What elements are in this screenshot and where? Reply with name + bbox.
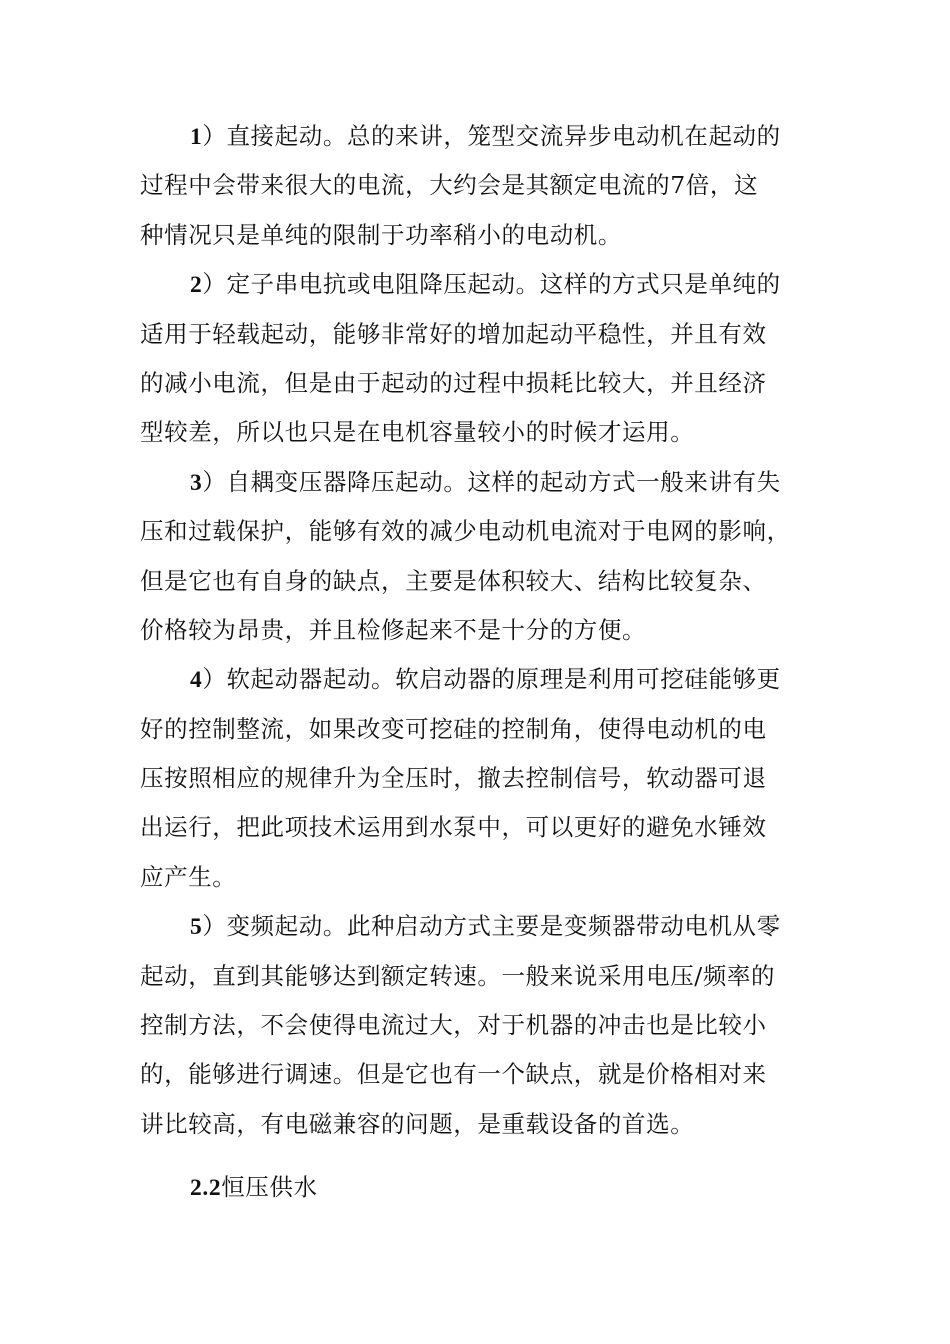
- paragraph-5-vfd-start: [140, 902, 830, 1149]
- paragraph-line: 3）自耦变压器降压起动。这样的起动方式一般来讲有失: [190, 467, 781, 496]
- list-number: 3: [190, 469, 203, 496]
- paragraph-line: 起动，直到其能够达到额定转速。一般来说采用电压/频率的: [140, 961, 776, 990]
- paragraph-line: 适用于轻载起动，能够非常好的增加起动平稳性，并且有效: [140, 319, 767, 348]
- document-page: [140, 112, 830, 1213]
- paragraph-line: 好的控制整流，如果改变可挖硅的控制角，使得电动机的电: [140, 714, 767, 743]
- paragraph-2-reactor-start: [140, 260, 830, 458]
- section-title: 恒压供水: [221, 1173, 318, 1202]
- paragraph-line: 5）变频起动。此种启动方式主要是变频器带动电机从零: [190, 912, 781, 941]
- paragraph-line: 应产生。: [140, 862, 237, 891]
- paragraph-line: 种情况只是单纯的限制于功率稍小的电动机。: [140, 220, 622, 249]
- list-number: 4: [190, 667, 203, 694]
- paragraph-line: 控制方法，不会使得电流过大，对于机器的冲击也是比较小: [140, 1011, 767, 1040]
- paragraph-line: 价格较为昂贵，并且检修起来不是十分的方便。: [140, 615, 647, 644]
- paragraph-1-direct-start: [140, 112, 830, 260]
- paragraph-line: 讲比较高，有电磁兼容的问题，是重载设备的首选。: [140, 1109, 695, 1138]
- paragraph-line: 1）直接起动。总的来讲，笼型交流异步电动机在起动的: [190, 122, 781, 150]
- paragraph-line: 压按照相应的规律升为全压时，撤去控制信号，软动器可退: [140, 764, 767, 793]
- list-number: 5: [190, 914, 203, 941]
- section-heading: [140, 1163, 830, 1212]
- paragraph-4-soft-starter: [140, 655, 830, 902]
- paragraph-line: 过程中会带来很大的电流，大约会是其额定电流的7倍，这: [140, 171, 759, 200]
- section-number: 2.2: [190, 1175, 222, 1202]
- paragraph-3-autotransformer-start: [140, 458, 830, 656]
- list-number: 1: [190, 124, 203, 150]
- paragraph-line: 的，能够进行调速。但是它也有一个缺点，就是价格相对来: [140, 1060, 767, 1089]
- list-number: 2: [190, 272, 203, 299]
- paragraph-line: 出运行，把此项技术运用到水泵中，可以更好的避免水锤效: [140, 813, 767, 842]
- paragraph-line: 的减小电流，但是由于起动的过程中损耗比较大，并且经济: [140, 368, 767, 397]
- section-heading-line: [140, 1163, 830, 1212]
- paragraph-line: 4）软起动器起动。软启动器的原理是利用可挖硅能够更: [190, 665, 781, 694]
- paragraph-line: 型较差，所以也只是在电机容量较小的时候才运用。: [140, 418, 695, 447]
- paragraph-line: 压和过载保护，能够有效的减少电动机电流对于电网的影响，: [140, 517, 791, 546]
- paragraph-line: 2）定子串电抗或电阻降压起动。这样的方式只是单纯的: [190, 270, 781, 299]
- paragraph-line: 但是它也有自身的缺点，主要是体积较大、结构比较复杂、: [140, 566, 767, 595]
